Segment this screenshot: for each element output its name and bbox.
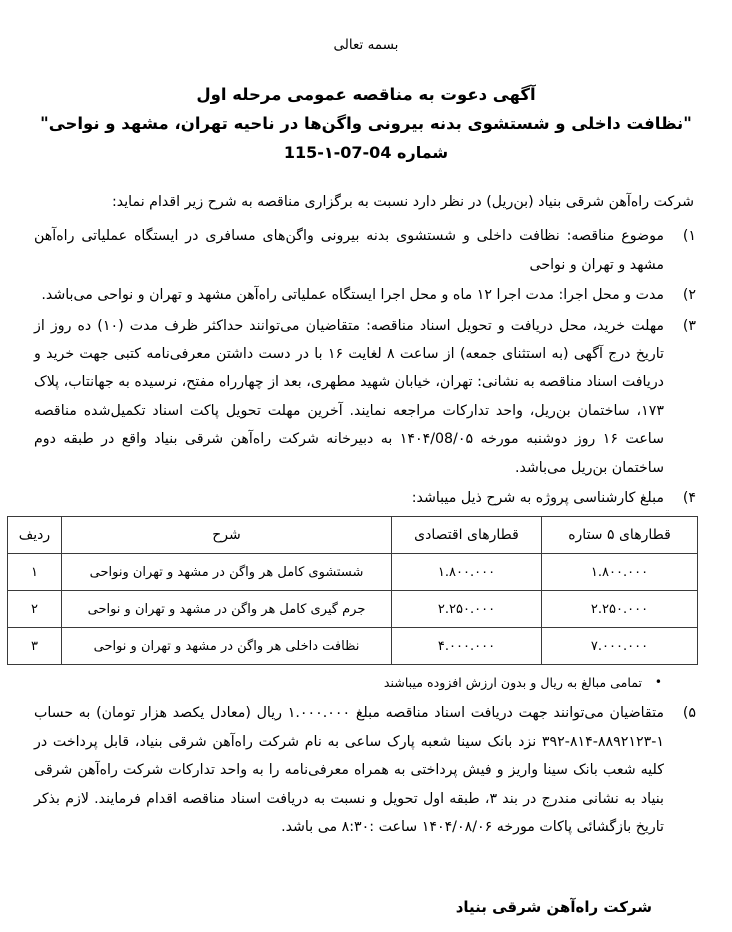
clause-marker: ۱) [682, 228, 696, 245]
cell-five-star: ۷.۰۰۰.۰۰۰ [542, 628, 698, 665]
clauses-list [34, 222, 698, 512]
column-header-row-number: ردیف [8, 517, 62, 554]
table-footnote [34, 671, 698, 695]
cell-description: نظافت داخلی هر واگن در مشهد و تهران و نواحی [62, 628, 392, 665]
table-row [8, 591, 698, 628]
clause-text: مبلغ کارشناسی پروژه به شرح ذیل میباشد: [411, 489, 664, 506]
basmala-heading: بسمه تعالی [333, 37, 399, 53]
clause-text: متقاضیان می‌توانند جهت دریافت اسناد مناقصه مبلغ ۱.۰۰۰.۰۰۰ ریال (معادل یکصد هزار تومان) به حساب ۱-۸۸۹۲۱۲۳-۸۱۴-۳۹۲ نزد بانک سینا شعبه پارک ساعی به نام شرکت راه‌آهن شرقی بنیاد، قابل پرداخت در کلیه شعب بانک سینا واریز و فیش پرداختی به همراه معرفی‌نامه را به واحد تدارکات شرکت راه‌آهن شرقی بنیاد به نشانی مندرج در بند ۳، طبقه اول تحویل و نسبت به دریافت اسناد مناقصه اقدام فرمایند. لازم بذکر تاریخ بازگشائی پاکات مورخه ۱۴۰۴/۰۸/۰۶ ساعت :۸:۳۰ می باشد. [34, 705, 665, 835]
pricing-table-wrapper [18, 516, 698, 665]
cell-five-star: ۱.۸۰۰.۰۰۰ [542, 554, 698, 591]
cell-description: شستشوی کامل هر واگن در مشهد و تهران ونواحی [62, 554, 392, 591]
intro-paragraph: شرکت راه‌آهن شرقی بنیاد (بن‌ریل) در نظر دارد نسبت به برگزاری مناقصه به شرح زیر اقدام نماید: [112, 193, 694, 210]
title-line-1: آگهی دعوت به مناقصه عمومی مرحله اول [196, 84, 536, 104]
clause-text: مدت و محل اجرا: مدت اجرا ۱۲ ماه و محل اجرا ایستگاه عملیاتی راه‌آهن مشهد و تهران و نواحی می‌باشد. [41, 287, 664, 304]
signature-block: شرکت راه‌آهن شرقی بنیاد [455, 898, 652, 917]
clause-text: موضوع مناقصه: نظافت داخلی و شستشوی بدنه بیرونی واگن‌های مسافری در ایستگاه عملیاتی راه‌آهن مشهد و تهران و نواحی [34, 228, 664, 273]
cell-economic: ۱.۸۰۰.۰۰۰ [392, 554, 542, 591]
cell-row-number: ۲ [8, 591, 62, 628]
clause-marker: ۳) [682, 317, 696, 334]
cell-description: جرم گیری کامل هر واگن در مشهد و تهران و نواحی [62, 591, 392, 628]
clause-marker: ۵) [682, 705, 696, 722]
cell-economic: ۴.۰۰۰.۰۰۰ [392, 628, 542, 665]
pricing-table-head [8, 517, 698, 554]
table-header-row [8, 517, 698, 554]
document-title [34, 81, 698, 167]
column-header-description: شرح [62, 517, 392, 554]
clause-item-2 [34, 281, 698, 309]
cell-row-number: ۳ [8, 628, 62, 665]
clauses-list-continued [34, 699, 698, 841]
cell-five-star: ۲.۲۵۰.۰۰۰ [542, 591, 698, 628]
clause-text: مهلت خرید، محل دریافت و تحویل اسناد مناقصه: متقاضیان می‌توانند حداکثر ظرف مدت (۱۰) ده روز از تاریخ درج آگهی (به استثنای جمعه) از ساعت ۸ لغایت ۱۶ با در دست داشتن معرفی‌نامه کتبی جهت خرید و دریافت اسناد مناقصه به نشانی: تهران، خیابان شهید مطهری، بعد از چهارراه مفتح، نرسیده به جهانتاب، پلاک ۱۷۳، ساختمان بن‌ریل، واحد تدارکات مراجعه نمایند. آخرین مهلت تحویل پاکت اسناد تکمیل‌شده مناقصه ساعت ۱۶ روز دوشنبه مورخه ۱۴۰۴/08/۰۵ به دبیرخانه شرکت راه‌آهن شرقی بنیاد واقع در طبقه دوم ساختمان بن‌ریل می‌باشد. [34, 317, 665, 476]
cell-row-number: ۱ [8, 554, 62, 591]
clause-item-1 [34, 222, 698, 279]
pricing-table-body [8, 554, 698, 665]
table-footnote-text: تمامی مبالغ به ریال و بدون ارزش افزوده میباشند [383, 675, 642, 691]
bullet-icon: • [654, 675, 662, 690]
pricing-table [7, 516, 698, 665]
clause-item-4 [34, 484, 698, 512]
table-row [8, 628, 698, 665]
table-row [8, 554, 698, 591]
clause-item-5 [34, 699, 698, 841]
column-header-five-star: قطارهای ۵ ستاره [542, 517, 698, 554]
tender-number: 115-۱-07-04 [283, 142, 392, 162]
cell-economic: ۲.۲۵۰.۰۰۰ [392, 591, 542, 628]
title-number-line [34, 139, 698, 167]
column-header-economic: قطارهای اقتصادی [392, 517, 542, 554]
title-number-label: شماره [397, 142, 449, 162]
clause-marker: ۲) [682, 287, 696, 304]
clause-item-3 [34, 312, 698, 482]
title-line-2: "نظافت داخلی و شستشوی بدنه بیرونی واگن‌ها در ناحیه تهران، مشهد و نواحی" [40, 113, 692, 133]
clause-marker: ۴) [682, 489, 696, 506]
